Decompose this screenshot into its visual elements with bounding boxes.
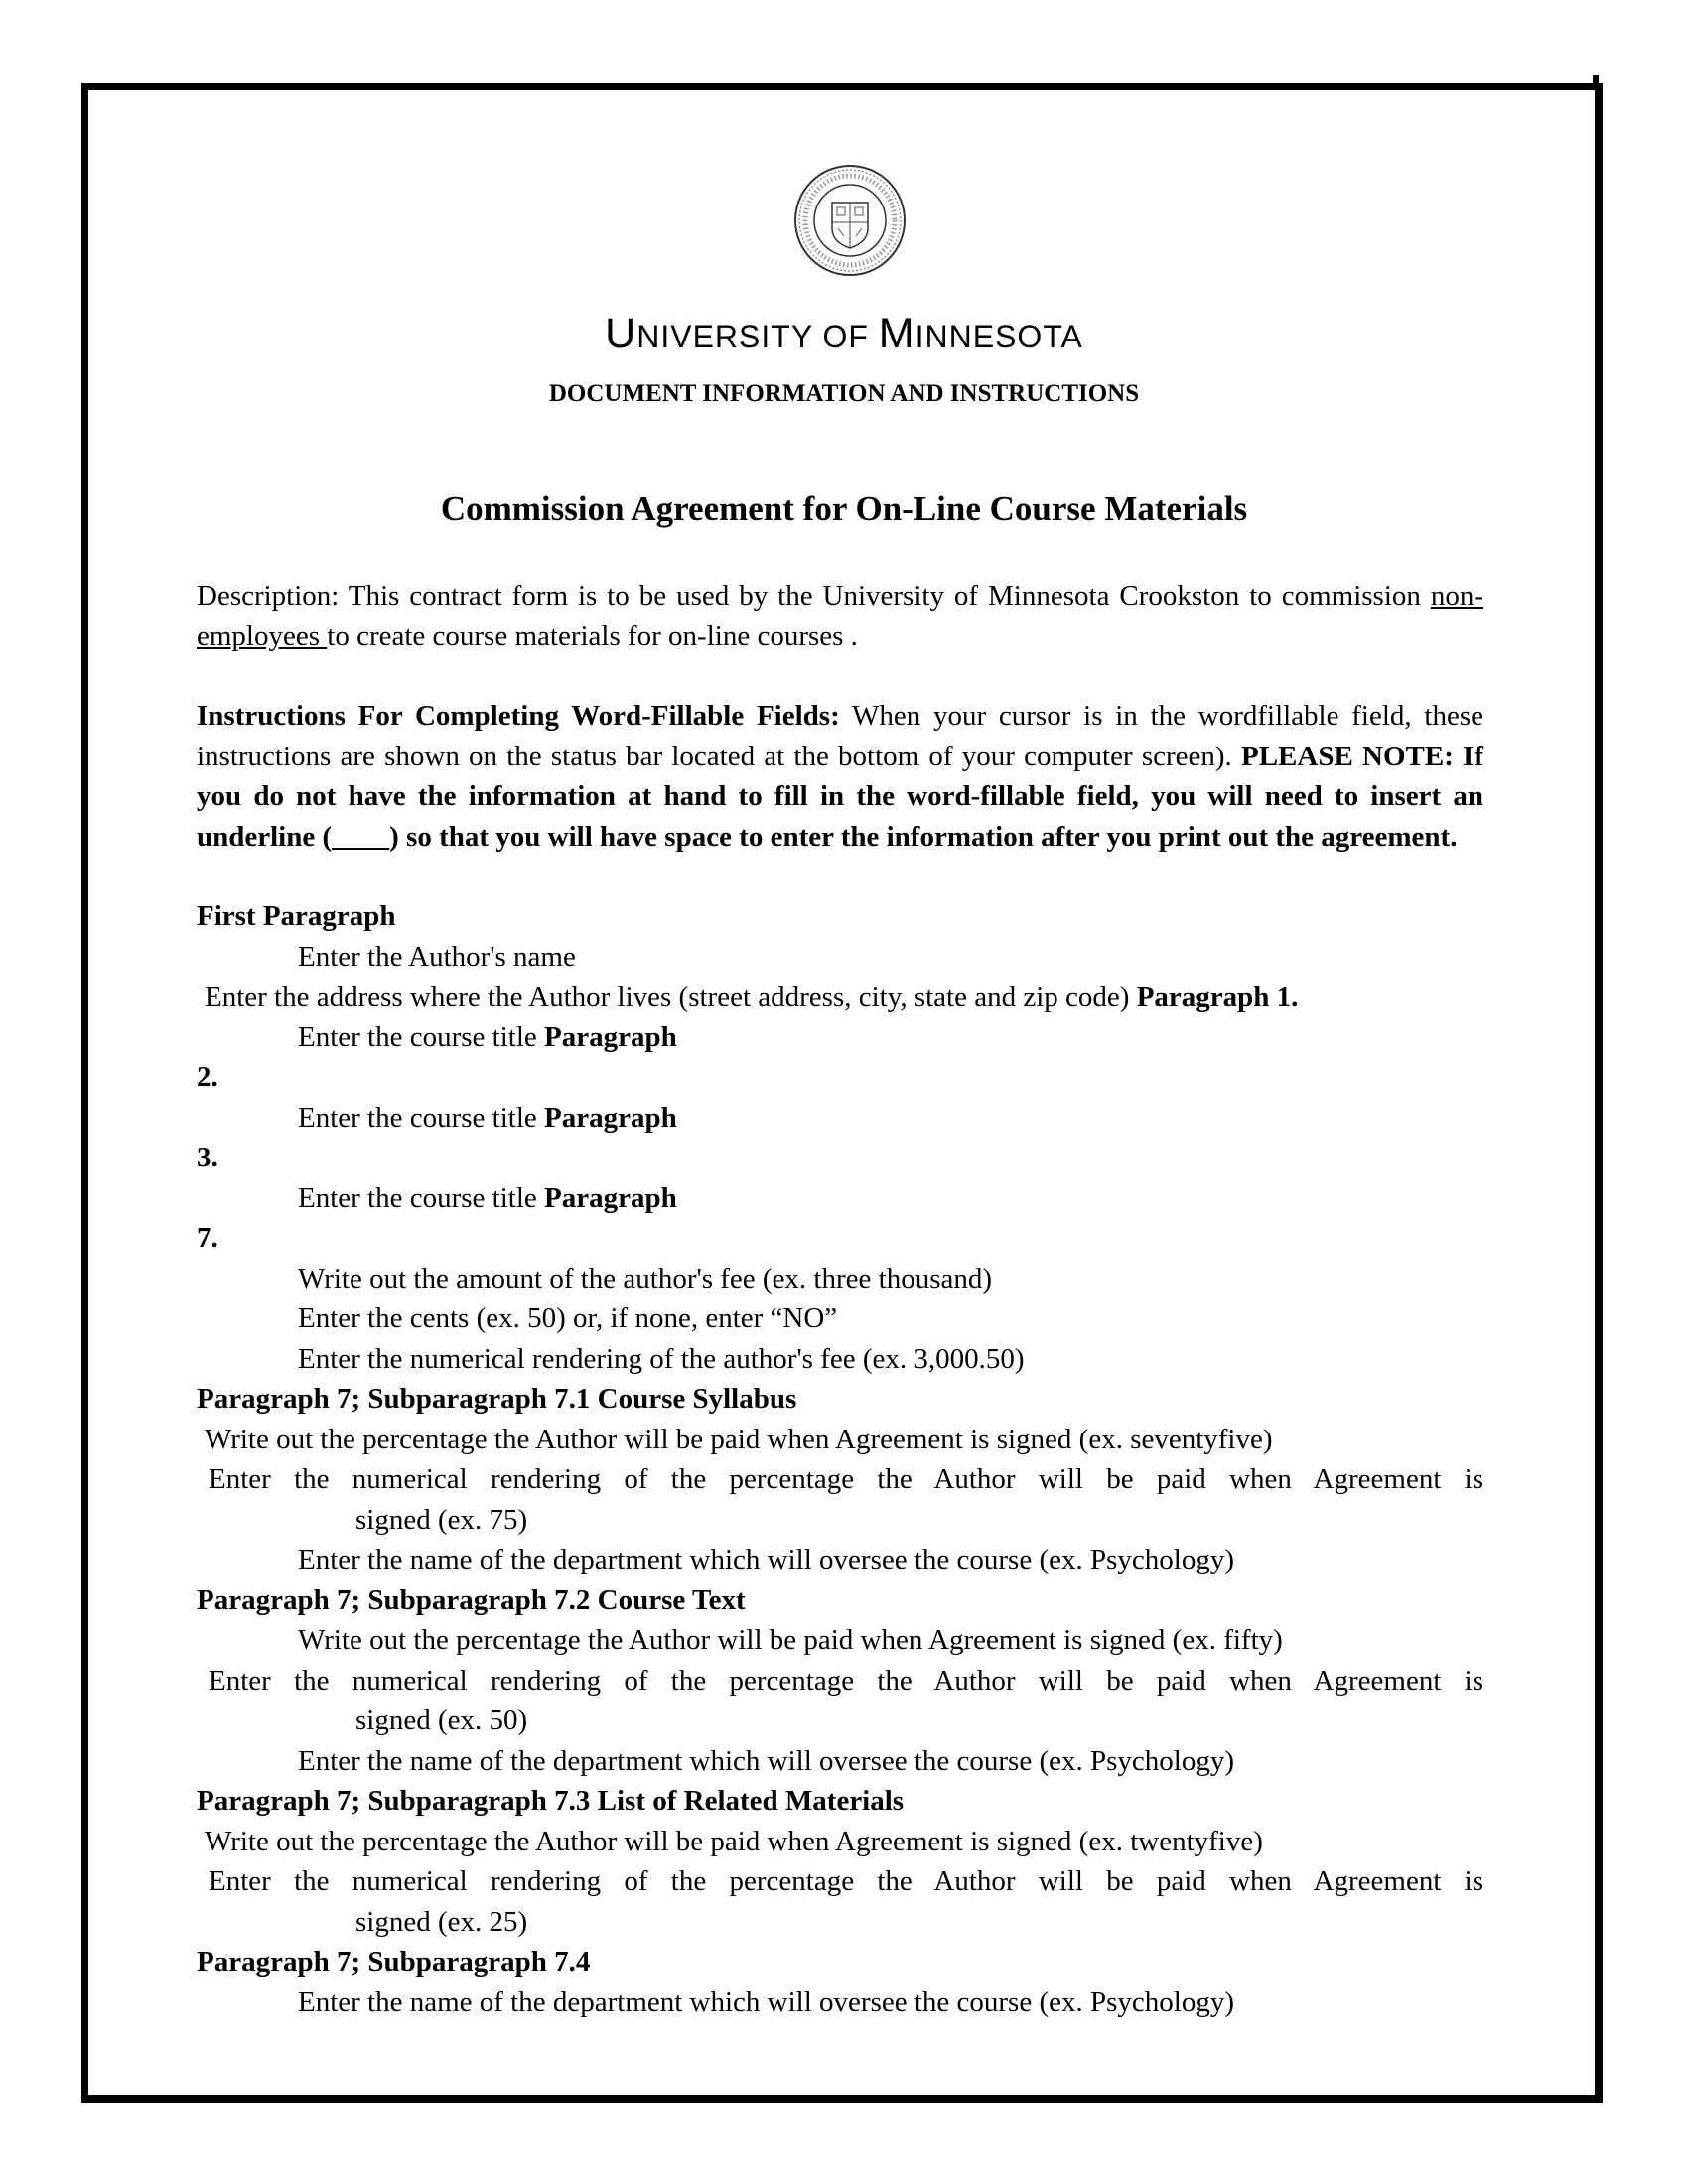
document-body [197, 576, 1483, 2022]
field-course-title-1: Enter the course title Paragraph [298, 1021, 677, 1053]
field-author-name: Enter the Author's name [298, 940, 576, 973]
doc-info-heading: DOCUMENT INFORMATION AND INSTRUCTIONS [548, 380, 1140, 407]
section-subparagraph-7-3: Paragraph 7; Subparagraph 7.3 List of Related Materials [197, 1785, 905, 1817]
field-73-percent-words: Write out the percentage the Author will be paid when Agreement is signed (ex. twentyfive) [205, 1825, 1263, 1857]
field-71-percent-numeric-cont: signed (ex. 75) [355, 1503, 528, 1536]
field-fee-numeric: Enter the numerical rendering of the author's fee (ex. 3,000.50) [298, 1342, 1025, 1375]
field-72-percent-numeric: Enter the numerical rendering of the percentage the Author will be paid when Agreement is [209, 1664, 1483, 1697]
field-72-percent-words: Write out the percentage the Author will be paid when Agreement is signed (ex. fifty) [298, 1624, 1283, 1656]
border-mark [1593, 75, 1599, 85]
field-author-address: Enter the address where the Author lives (street address, city, state and zip code) Paragraph 1. [205, 981, 1299, 1013]
field-fee-cents: Enter the cents (ex. 50) or, if none, enter “NO” [298, 1302, 838, 1334]
description-paragraph: Description: This contract form is to be used by the University of Minnesota Crookston to commission non-employees to create course materials for on-line courses . [197, 580, 1483, 652]
university-seal-icon [792, 163, 908, 278]
field-72-department: Enter the name of the department which will oversee the course (ex. Psychology) [298, 1744, 1234, 1777]
section-subparagraph-7-4: Paragraph 7; Subparagraph 7.4 [197, 1946, 591, 1978]
non-employees-term: non-employees [197, 580, 1483, 652]
field-74-department: Enter the name of the department which will oversee the course (ex. Psychology) [298, 1985, 1234, 2018]
field-73-percent-numeric-cont: signed (ex. 25) [355, 1905, 528, 1938]
page-title: Commission Agreement for On-Line Course Materials [440, 489, 1248, 528]
section-subparagraph-7-2: Paragraph 7; Subparagraph 7.2 Course Text [197, 1583, 746, 1616]
field-71-percent-words: Write out the percentage the Author will be paid when Agreement is signed (ex. seventyfive) [205, 1423, 1273, 1455]
field-72-percent-numeric-cont: signed (ex. 50) [355, 1705, 528, 1736]
instructions-heading: Instructions For Completing Word-Fillable Fields: [197, 700, 840, 732]
field-71-department: Enter the name of the department which will oversee the course (ex. Psychology) [298, 1544, 1234, 1575]
section-subparagraph-7-1: Paragraph 7; Subparagraph 7.1 Course Syllabus [197, 1383, 797, 1415]
university-name: UNIVERSITY OF MINNESOTA [605, 310, 1083, 357]
paragraph-number-2: 2. [197, 1061, 218, 1093]
paragraph-number-3: 3. [197, 1142, 218, 1173]
please-note: PLEASE NOTE: If you do not have the information at hand to fill in the word-fillable field, you will need to insert an underline (____) so that you will have space to enter the information after you print out the agreement. [197, 740, 1483, 853]
paragraph-number-7: 7. [197, 1222, 218, 1254]
field-71-percent-numeric: Enter the numerical rendering of the percentage the Author will be paid when Agreement is [209, 1463, 1483, 1495]
field-73-percent-numeric: Enter the numerical rendering of the percentage the Author will be paid when Agreement is [209, 1865, 1483, 1897]
field-course-title-3: Enter the course title Paragraph [298, 1181, 677, 1214]
field-fee-words: Write out the amount of the author's fee (ex. three thousand) [298, 1262, 993, 1295]
section-first-paragraph: First Paragraph [197, 900, 396, 932]
field-course-title-2: Enter the course title Paragraph [298, 1101, 677, 1134]
instructions-paragraph: Instructions For Completing Word-Fillable Fields: When your cursor is in the wordfillable field, these instructions are shown on the status bar located at the bottom of your computer screen). PLEASE NOTE: If you do not have the information at hand to fill in the word-fillable field, you will need to insert an underline (____) so that you will have space to enter the information after you print out the agreement. [197, 700, 1483, 853]
